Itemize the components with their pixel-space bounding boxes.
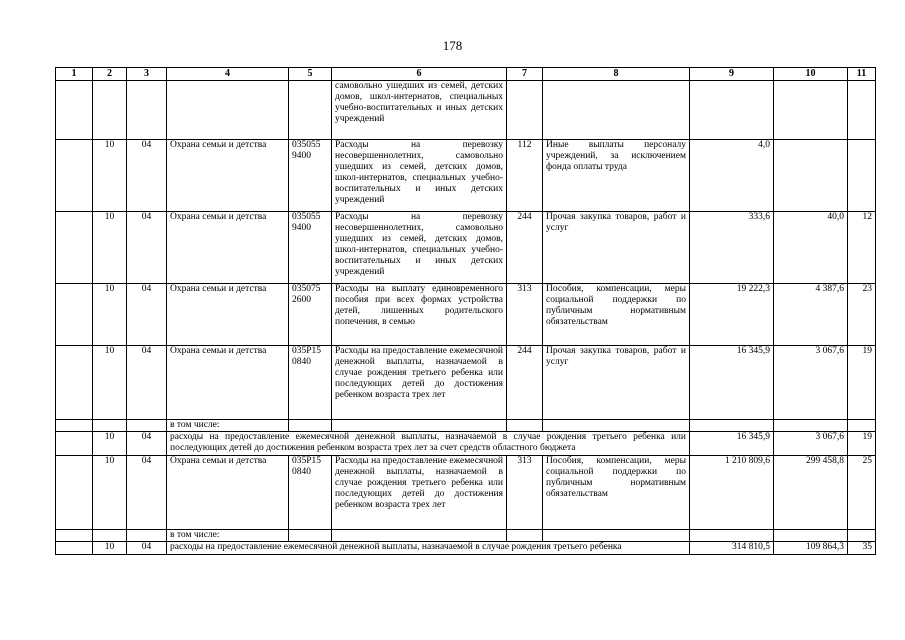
cell bbox=[127, 530, 167, 542]
cell: 035075 2600 bbox=[289, 284, 332, 346]
cell-description: Расходы на перевозку несовершеннолетних, самовольно ушедших из семей, детских домов, школ-интернатов, специальных учебно-воспитательных и иных детских учреждений bbox=[332, 212, 507, 284]
cell bbox=[56, 212, 93, 284]
table-row bbox=[56, 456, 876, 530]
sub-row-description: расходы на предоставление ежемесячной денежной выплаты, назначаемой в случае рождения третьего ребенка bbox=[167, 542, 690, 555]
cell bbox=[127, 81, 167, 140]
col-header-11: 11 bbox=[848, 68, 876, 81]
cell: Охрана семьи и детства bbox=[167, 346, 289, 420]
cell bbox=[332, 530, 507, 542]
col-header-1: 1 bbox=[56, 68, 93, 81]
cell-description: Расходы на предоставление ежемесячной денежной выплаты, назначаемой в случае рождения третьего ребенка или последующих детей до достижения ребенком возраста трех лет bbox=[332, 346, 507, 420]
cell-amount: 19 222,3 bbox=[690, 284, 774, 346]
cell: Охрана семьи и детства bbox=[167, 212, 289, 284]
cell: 112 bbox=[507, 140, 543, 212]
cell-description: Расходы на выплату единовременного пособия при всех формах устройства детей, лишенных родительского попечения, в семью bbox=[332, 284, 507, 346]
cell-amount: 40,0 bbox=[774, 212, 848, 284]
cell bbox=[56, 284, 93, 346]
cell: Пособия, компенсации, меры социальной поддержки по публичным нормативным обязательствам bbox=[543, 284, 690, 346]
cell-amount: 4,0 bbox=[690, 140, 774, 212]
cell-description: самовольно ушедших из семей, детских домов, школ-интернатов, специальных учебно-воспитательных и иных детских учреждений bbox=[332, 81, 507, 140]
cell: 10 bbox=[93, 432, 127, 456]
cell: 035055 9400 bbox=[289, 212, 332, 284]
cell bbox=[543, 81, 690, 140]
budget-table bbox=[55, 67, 876, 555]
cell bbox=[690, 420, 774, 432]
cell bbox=[543, 530, 690, 542]
col-header-2: 2 bbox=[93, 68, 127, 81]
cell: 244 bbox=[507, 212, 543, 284]
cell: 10 bbox=[93, 456, 127, 530]
col-header-6: 6 bbox=[332, 68, 507, 81]
cell: Иные выплаты персоналу учреждений, за исключением фонда оплаты труда bbox=[543, 140, 690, 212]
cell bbox=[127, 420, 167, 432]
cell: 12 bbox=[848, 212, 876, 284]
cell-amount: 333,6 bbox=[690, 212, 774, 284]
cell: 04 bbox=[127, 140, 167, 212]
col-header-9: 9 bbox=[690, 68, 774, 81]
cell: 10 bbox=[93, 346, 127, 420]
col-header-4: 4 bbox=[167, 68, 289, 81]
table-row bbox=[56, 81, 876, 140]
cell: Охрана семьи и детства bbox=[167, 456, 289, 530]
cell: 035P15 0840 bbox=[289, 346, 332, 420]
cell bbox=[289, 420, 332, 432]
cell bbox=[56, 542, 93, 555]
page-number: 178 bbox=[442, 38, 463, 53]
cell-amount bbox=[774, 81, 848, 140]
sub-row-description: расходы на предоставление ежемесячной денежной выплаты, назначаемой в случае рождения третьего ребенка или последующих детей до достижения ребенком возраста трех лет за счет средств областного бюджета bbox=[167, 432, 690, 456]
cell: 19 bbox=[848, 432, 876, 456]
table-row-in-that-number bbox=[56, 530, 876, 542]
cell: 10 bbox=[93, 284, 127, 346]
cell-amount: 16 345,9 bbox=[690, 432, 774, 456]
cell bbox=[289, 530, 332, 542]
cell bbox=[690, 530, 774, 542]
cell: 04 bbox=[127, 284, 167, 346]
cell: 25 bbox=[848, 456, 876, 530]
cell bbox=[848, 81, 876, 140]
table-subrow bbox=[56, 432, 876, 456]
cell: 04 bbox=[127, 346, 167, 420]
cell: Охрана семьи и детства bbox=[167, 140, 289, 212]
cell bbox=[93, 81, 127, 140]
cell: 04 bbox=[127, 542, 167, 555]
cell bbox=[56, 530, 93, 542]
cell: 035055 9400 bbox=[289, 140, 332, 212]
cell: 04 bbox=[127, 456, 167, 530]
table-row bbox=[56, 140, 876, 212]
in-that-number-label: в том числе: bbox=[167, 420, 289, 432]
cell: 04 bbox=[127, 212, 167, 284]
cell bbox=[56, 456, 93, 530]
cell-description: Расходы на предоставление ежемесячной денежной выплаты, назначаемой в случае рождения третьего ребенка или последующих детей до достижения ребенком возраста трех лет bbox=[332, 456, 507, 530]
cell: 313 bbox=[507, 456, 543, 530]
cell bbox=[93, 420, 127, 432]
header-row bbox=[56, 68, 876, 81]
cell: 10 bbox=[93, 212, 127, 284]
cell: 244 bbox=[507, 346, 543, 420]
cell-description: Расходы на перевозку несовершеннолетних, самовольно ушедших из семей, детских домов, школ-интернатов, специальных учебно-воспитательных и иных детских учреждений bbox=[332, 140, 507, 212]
cell: Охрана семьи и детства bbox=[167, 284, 289, 346]
cell-amount: 1 210 809,6 bbox=[690, 456, 774, 530]
cell: Пособия, компенсации, меры социальной поддержки по публичным нормативным обязательствам bbox=[543, 456, 690, 530]
cell bbox=[507, 81, 543, 140]
cell bbox=[507, 420, 543, 432]
col-header-10: 10 bbox=[774, 68, 848, 81]
table-row bbox=[56, 284, 876, 346]
cell-amount: 3 067,6 bbox=[774, 346, 848, 420]
cell: Прочая закупка товаров, работ и услуг bbox=[543, 212, 690, 284]
cell bbox=[56, 346, 93, 420]
cell: 313 bbox=[507, 284, 543, 346]
cell bbox=[774, 420, 848, 432]
cell bbox=[56, 432, 93, 456]
cell bbox=[774, 530, 848, 542]
cell-amount: 16 345,9 bbox=[690, 346, 774, 420]
cell bbox=[56, 140, 93, 212]
col-header-3: 3 bbox=[127, 68, 167, 81]
cell bbox=[289, 81, 332, 140]
cell-amount: 314 810,5 bbox=[690, 542, 774, 555]
cell: 35 bbox=[848, 542, 876, 555]
col-header-7: 7 bbox=[507, 68, 543, 81]
col-header-8: 8 bbox=[543, 68, 690, 81]
cell bbox=[507, 530, 543, 542]
cell-amount bbox=[774, 140, 848, 212]
cell bbox=[56, 81, 93, 140]
table-subrow bbox=[56, 542, 876, 555]
cell-amount: 109 864,3 bbox=[774, 542, 848, 555]
cell bbox=[848, 420, 876, 432]
cell bbox=[93, 530, 127, 542]
cell: 23 bbox=[848, 284, 876, 346]
cell bbox=[56, 420, 93, 432]
cell: Прочая закупка товаров, работ и услуг bbox=[543, 346, 690, 420]
cell: 10 bbox=[93, 140, 127, 212]
cell: 19 bbox=[848, 346, 876, 420]
cell bbox=[543, 420, 690, 432]
table-row bbox=[56, 212, 876, 284]
cell-amount: 3 067,6 bbox=[774, 432, 848, 456]
cell-amount bbox=[690, 81, 774, 140]
table-row bbox=[56, 346, 876, 420]
table-row-in-that-number bbox=[56, 420, 876, 432]
cell-amount: 4 387,6 bbox=[774, 284, 848, 346]
cell: 035P15 0840 bbox=[289, 456, 332, 530]
cell-amount: 299 458,8 bbox=[774, 456, 848, 530]
cell: 04 bbox=[127, 432, 167, 456]
cell bbox=[848, 140, 876, 212]
in-that-number-label: в том числе: bbox=[167, 530, 289, 542]
cell: 10 bbox=[93, 542, 127, 555]
col-header-5: 5 bbox=[289, 68, 332, 81]
cell bbox=[848, 530, 876, 542]
cell bbox=[332, 420, 507, 432]
cell bbox=[167, 81, 289, 140]
